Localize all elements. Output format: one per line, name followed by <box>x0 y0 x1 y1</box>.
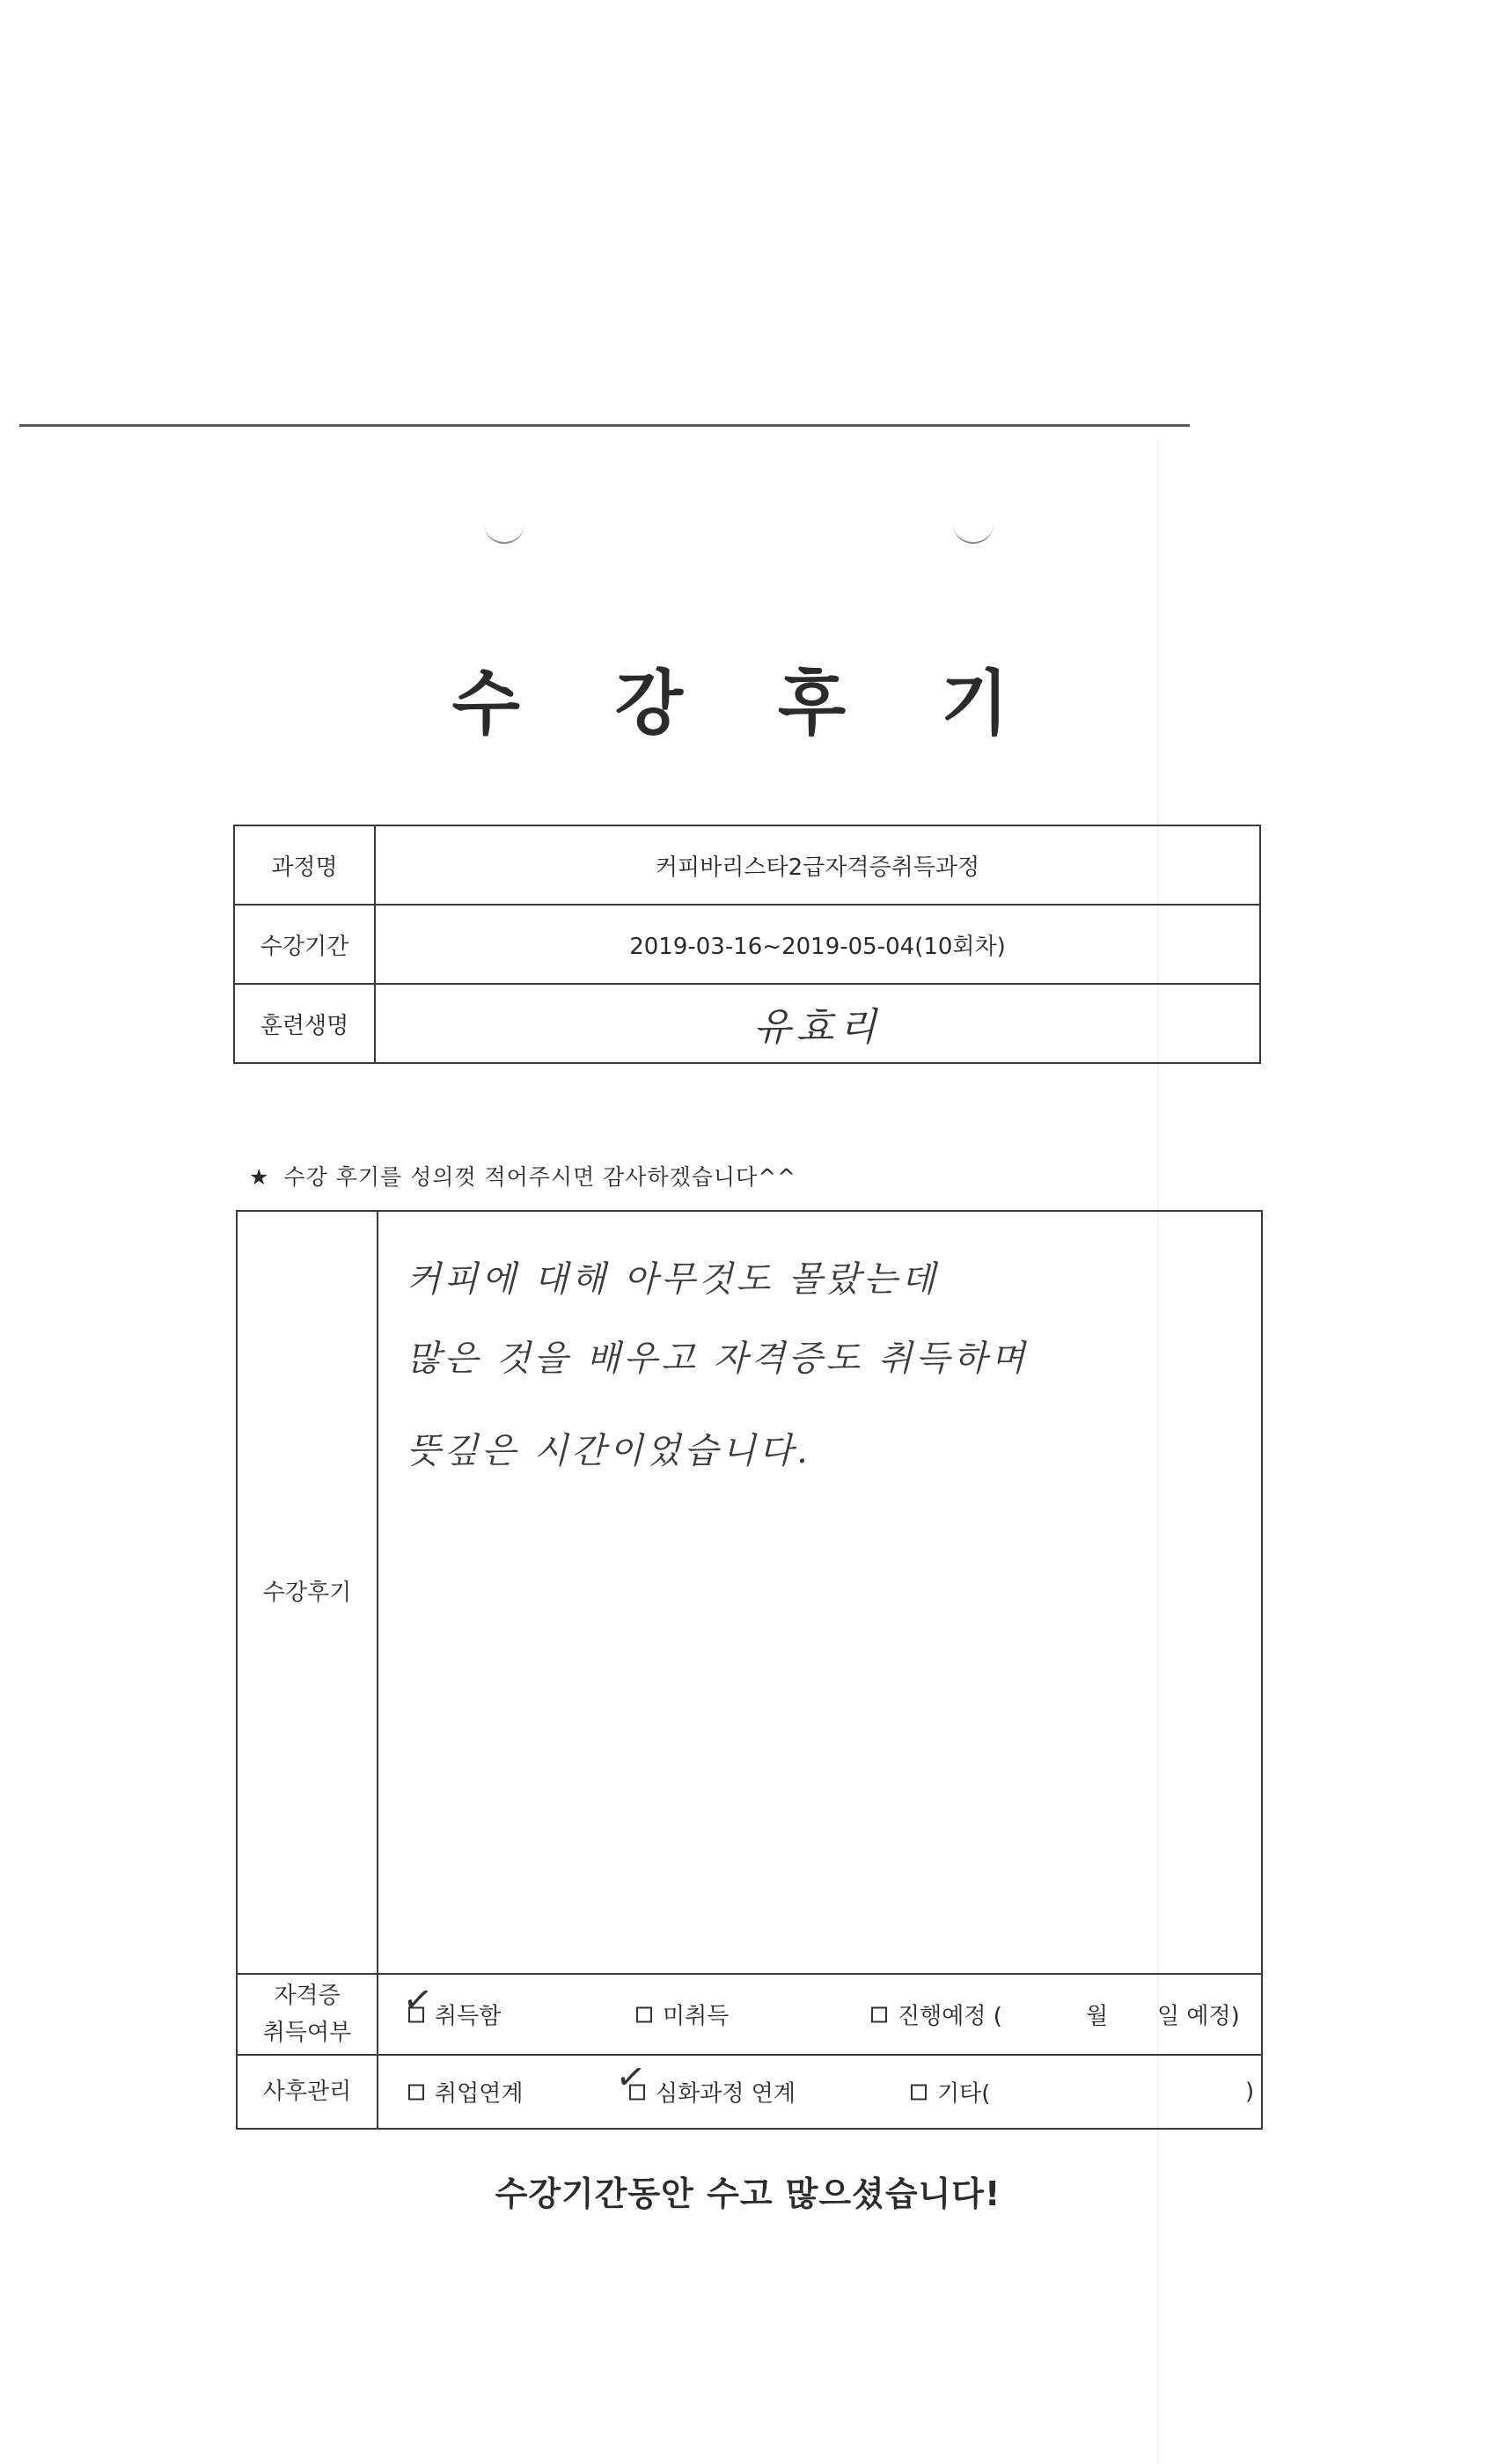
option-job-link[interactable]: 취업연계 <box>408 2076 523 2108</box>
review-row <box>237 1211 1262 1974</box>
review-line-2: 많은 것을 배우고 자격증도 취득하며 <box>407 1338 1029 1379</box>
certificate-label-line1: 자격증 <box>274 1983 341 2009</box>
course-value: 커피바리스타2급자격증취득과정 <box>375 825 1260 905</box>
option-advanced-course[interactable]: 심화과정 연계 <box>629 2076 796 2108</box>
period-value: 2019-03-16~2019-05-04(10회차) <box>375 905 1260 984</box>
scheduled-day-label: 일 예정) <box>1157 2003 1240 2030</box>
certificate-label-line2: 취득여부 <box>262 2020 352 2046</box>
scan-border-line <box>19 424 1190 427</box>
certificate-check-mark: ✓ <box>400 1977 436 2023</box>
checkbox-icon <box>871 2007 887 2023</box>
review-line-1: 커피에 대해 아무것도 몰랐는데 <box>407 1259 939 1300</box>
checkbox-icon <box>408 2085 424 2101</box>
checkbox-icon <box>629 2085 645 2101</box>
instruction-text: 수강 후기를 성의껏 적어주시면 감사하겠습니다^^ <box>283 1164 797 1190</box>
review-body <box>378 1211 1262 1974</box>
certificate-row <box>237 1974 1262 2055</box>
certificate-options <box>378 1974 1262 2055</box>
option-scheduled[interactable]: 진행예정 ( <box>871 1998 1002 2031</box>
aftercare-label: 사후관리 <box>237 2055 378 2129</box>
period-label: 수강기간 <box>234 905 375 984</box>
checkbox-icon <box>408 2007 424 2023</box>
option-other[interactable]: 기타( <box>911 2076 990 2108</box>
review-instruction <box>249 1160 796 1192</box>
aftercare-check-mark: ✓ <box>612 2055 649 2101</box>
checkbox-icon <box>911 2085 927 2101</box>
trainee-row <box>234 984 1260 1063</box>
aftercare-row <box>237 2055 1262 2129</box>
review-line-3: 뜻깊은 시간이었습니다. <box>407 1431 811 1471</box>
trainee-name-label: 훈련생명 <box>234 984 375 1063</box>
course-row <box>234 825 1260 905</box>
closing-message: 수강기간동안 수고 많으셨습니다! <box>495 2174 1001 2213</box>
period-row <box>234 905 1260 984</box>
certificate-label <box>237 1974 378 2055</box>
course-info-table <box>233 825 1261 1064</box>
punch-hole-left <box>484 519 524 544</box>
punch-hole-right <box>953 519 994 544</box>
option-not-obtained[interactable]: 미취득 <box>636 1998 729 2031</box>
other-close-paren: ) <box>1245 2079 1255 2105</box>
document-title: 수 강 후 기 <box>451 663 1045 744</box>
star-icon: ★ <box>249 1164 270 1190</box>
review-table <box>236 1210 1263 2130</box>
review-label: 수강후기 <box>237 1211 378 1974</box>
course-label: 과정명 <box>234 825 375 905</box>
scheduled-month-label: 월 <box>1086 2003 1109 2030</box>
trainee-name-value <box>375 984 1260 1063</box>
aftercare-options <box>378 2055 1262 2129</box>
checkbox-icon <box>636 2007 652 2023</box>
handwritten-name: 유효리 <box>753 1005 882 1050</box>
option-obtained[interactable]: 취득함 <box>408 1998 501 2031</box>
